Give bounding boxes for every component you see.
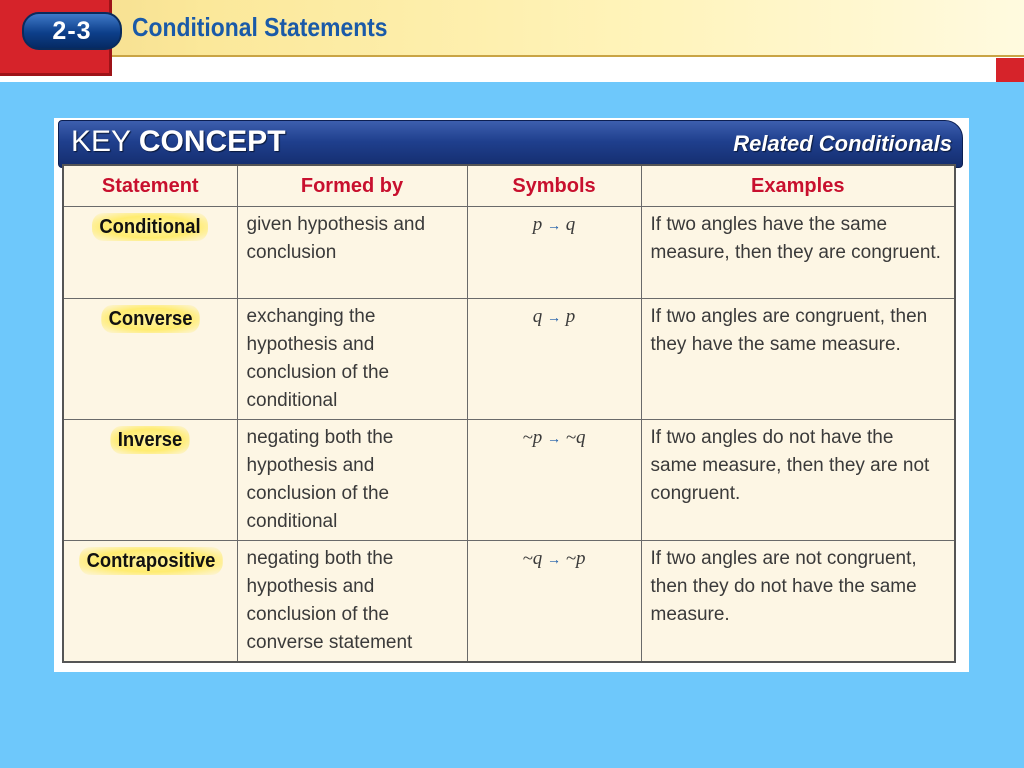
formed-by-cell: negating both the hypothesis and conclusion of the converse statement: [237, 541, 467, 663]
slide-header: [0, 0, 1024, 82]
symbol-conclusion: p: [565, 306, 576, 327]
arrow-icon: →: [547, 219, 561, 234]
key-concept-label-key: KEY: [71, 125, 131, 158]
symbols-cell: [467, 420, 641, 541]
key-concept-label-concept: CONCEPT: [138, 125, 286, 158]
formed-by-cell: exchanging the hypothesis and conclusion of the conditional: [237, 299, 467, 420]
example-cell: If two angles do not have the same measure, then they are not congruent.: [641, 420, 955, 541]
statement-cell: [63, 541, 237, 663]
statement-cell: [63, 207, 237, 299]
symbol-hypothesis: q: [532, 306, 543, 327]
key-concept-label: [71, 125, 286, 159]
formed-by-cell: given hypothesis and conclusion: [237, 207, 467, 299]
column-header-symbols: Symbols: [467, 165, 641, 207]
statement-label: Contrapositive: [79, 547, 223, 575]
arrow-icon: →: [547, 311, 561, 326]
symbol-conclusion: ~q: [565, 427, 586, 448]
key-concept-subtitle: Related Conditionals: [733, 131, 952, 156]
statement-label: Converse: [101, 305, 200, 333]
table-header-row: [63, 165, 955, 207]
table-row-inverse: [63, 420, 955, 541]
statement-cell: [63, 299, 237, 420]
column-header-examples: Examples: [641, 165, 955, 207]
symbol-hypothesis: ~p: [522, 427, 543, 448]
example-cell: If two angles are not congruent, then they do not have the same measure.: [641, 541, 955, 663]
statement-label: Inverse: [111, 426, 190, 454]
symbols-cell: [467, 541, 641, 663]
symbol-conclusion: ~p: [565, 548, 586, 569]
arrow-icon: →: [547, 432, 561, 447]
header-red-corner: [996, 58, 1024, 82]
key-concept-panel: [54, 118, 969, 672]
key-concept-bar: [58, 120, 963, 168]
statement-label: Conditional: [92, 213, 208, 241]
statement-cell: [63, 420, 237, 541]
example-cell: If two angles are congruent, then they have the same measure.: [641, 299, 955, 420]
column-header-statement: Statement: [63, 165, 237, 207]
symbols-cell: [467, 207, 641, 299]
formed-by-cell: negating both the hypothesis and conclusion of the conditional: [237, 420, 467, 541]
symbol-hypothesis: p: [532, 214, 543, 235]
symbol-hypothesis: ~q: [522, 548, 543, 569]
slide-title: Conditional Statements: [132, 12, 388, 42]
related-conditionals-table: [62, 164, 956, 663]
table-row-contrapositive: [63, 541, 955, 663]
symbol-conclusion: q: [565, 214, 576, 235]
arrow-icon: →: [547, 553, 561, 568]
lesson-number-badge: 2-3: [22, 12, 122, 50]
table-row-conditional: [63, 207, 955, 299]
table-row-converse: [63, 299, 955, 420]
example-cell: If two angles have the same measure, then they are congruent.: [641, 207, 955, 299]
column-header-formed-by: Formed by: [237, 165, 467, 207]
symbols-cell: [467, 299, 641, 420]
